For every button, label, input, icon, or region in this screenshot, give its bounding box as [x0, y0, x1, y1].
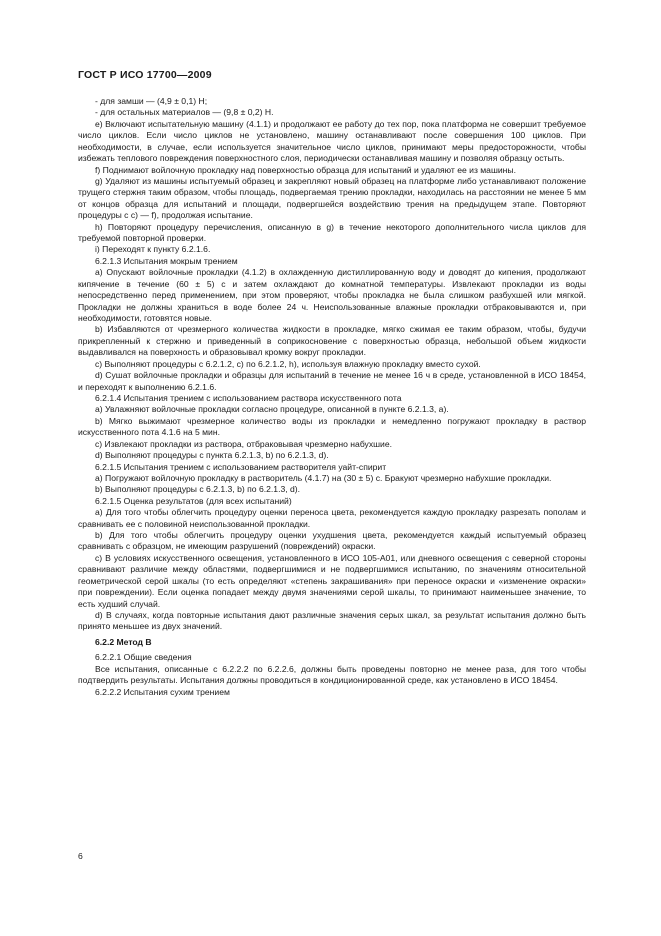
paragraph: e) Включают испытательную машину (4.1.1) и продолжают ее работу до тех пор, пока платформа не совершит требуемое число циклов. Если число циклов не установлено, машину останавливают после совершения 100 циклов. При необходимости, в случае, если используется значительное число циклов, принимают меры предосторожности, чтобы избежать теплового повреждения поверхностного слоя, периодически останавливая машину и позволяя образцу остыть. [78, 118, 586, 164]
section-heading: 6.2.2 Метод В [95, 636, 152, 647]
subsection-heading: 6.2.1.3 Испытания мокрым трением [95, 255, 238, 266]
paragraph: c) Извлекают прокладки из раствора, отбраковывая чрезмерно набухшие. [95, 438, 393, 449]
paragraph: a) Погружают войлочную прокладку в растворитель (4.1.7) на (30 ± 5) с. Бракуют чрезмерно набухшие прокладки. [95, 472, 552, 483]
paragraph: h) Повторяют процедуру перечисления, описанную в g) в течение некоторого дополнительного числа циклов для требуемой повторной проверки. [78, 221, 586, 244]
paragraph: c) Выполняют процедуры с 6.2.1.2, c) по 6.2.1.2, h), используя влажную прокладку вместо сухой. [95, 358, 481, 369]
paragraph: b) Мягко выжимают чрезмерное количество воды из прокладки и немедленно погружают прокладку в раствор искусственного пота 4.1.6 на 5 мин. [78, 415, 586, 438]
paragraph: i) Переходят к пункту 6.2.1.6. [95, 244, 211, 255]
paragraph: - для остальных материалов — (9,8 ± 0,2) Н. [95, 107, 274, 118]
paragraph: d) Выполняют процедуры с пункта 6.2.1.3, b) по 6.2.1.3, d). [95, 450, 329, 461]
paragraph: b) Для того чтобы облегчить процедуру оценки ухудшения цвета, рекомендуется каждый испытуемый образец сравнивать с образцом, не имеющим разрушений (повреждений) окраски. [78, 530, 586, 552]
paragraph: Все испытания, описанные с 6.2.2.2 по 6.2.2.6, должны быть проведены повторно не менее раза, для того чтобы подтвердить результаты. Испытания должны проводиться в кондиционированной среде, как установлено в ИСО 18454. [78, 663, 586, 686]
paragraph: d) В случаях, когда повторные испытания дают различные значения серых шкал, за результат испытания должно быть принято меньшее из двух значений. [78, 609, 586, 632]
paragraph: f) Поднимают войлочную прокладку над поверхностью образца для испытаний и удаляют ее из машины. [95, 164, 516, 175]
page-number: 6 [78, 851, 83, 861]
document-body [78, 96, 586, 698]
subsection-heading: 6.2.2.1 Общие сведения [95, 652, 192, 663]
standard-header: ГОСТ Р ИСО 17700—2009 [78, 69, 212, 81]
subsection-heading: 6.2.2.2 Испытания сухим трением [95, 686, 230, 697]
paragraph: c) В условиях искусственного освещения, установленного в ИСО 105-A01, или дневного освещения с северной стороны сравнивают различие между областями, подвергшимися и не подвергшимися испытанию, по значениям относительной геометрической серой шкалы (то есть определяют «степень закрашивания» при переносе окраски и «изменение окраски» при повреждении). Если оценка попадает между двумя значениями серой шкалы, то принимают наименьшее значение, то есть худший случай. [78, 552, 586, 609]
paragraph: d) Сушат войлочные прокладки и образцы для испытаний в течение не менее 16 ч в среде, установленной в ИСО 18454, и переходят к выполнению 6.2.1.6. [78, 370, 586, 392]
subsection-heading: 6.2.1.4 Испытания трением с использованием раствора искусственного пота [95, 392, 402, 403]
paragraph: b) Избавляются от чрезмерного количества жидкости в прокладке, мягко сжимая ее таким образом, чтобы, будучи прикрепленный к стержню и приведенный в соприкосновение с поверхностью образца, небольшой объем жидкости выдавливался на поверхность и образовывал кромку вокруг прокладки. [78, 324, 586, 358]
subsection-heading: 6.2.1.5 Оценка результатов (для всех испытаний) [95, 495, 292, 506]
paragraph: a) Опускают войлочные прокладки (4.1.2) в охлажденную дистиллированную воду и доводят до кипения, продолжают кипячение в течение (60 ± 5) с и затем охлаждают до комнатной температуры. Извлекают прокладки из воды непосредственно перед применением, при этом проверяют, чтобы прокладка не была слишком разбухшей или мягкой. Прокладки не должны храниться в воде более 24 ч. Неиспользованные влажные прокладки отбраковываются и, при необходимости, готовятся новые. [78, 267, 586, 324]
paragraph: b) Выполняют процедуры с 6.2.1.3, b) по 6.2.1.3, d). [95, 484, 301, 495]
paragraph: a) Увлажняют войлочные прокладки согласно процедуре, описанной в пункте 6.2.1.3, a). [95, 404, 449, 415]
paragraph: a) Для того чтобы облегчить процедуру оценки переноса цвета, рекомендуется каждую прокладку разрезать пополам и сравнивать ее с половиной неиспользованной прокладки. [78, 507, 586, 529]
subsection-heading: 6.2.1.5 Испытания трением с использованием растворителя уайт-спирит [95, 461, 387, 472]
paragraph: - для замши — (4,9 ± 0,1) Н; [95, 96, 208, 106]
paragraph: g) Удаляют из машины испытуемый образец и закрепляют новый образец на платформе либо устанавливают положение трущего стержня таким образом, чтобы площадь, подвергаемая трению прокладки, находилась на расстоянии не менее 5 мм от концов образца для испытаний и площади, подвергшейся воздействию трения на предыдущем этапе. Повторяют процедуры с c) — f), продолжая испытание. [78, 175, 586, 221]
